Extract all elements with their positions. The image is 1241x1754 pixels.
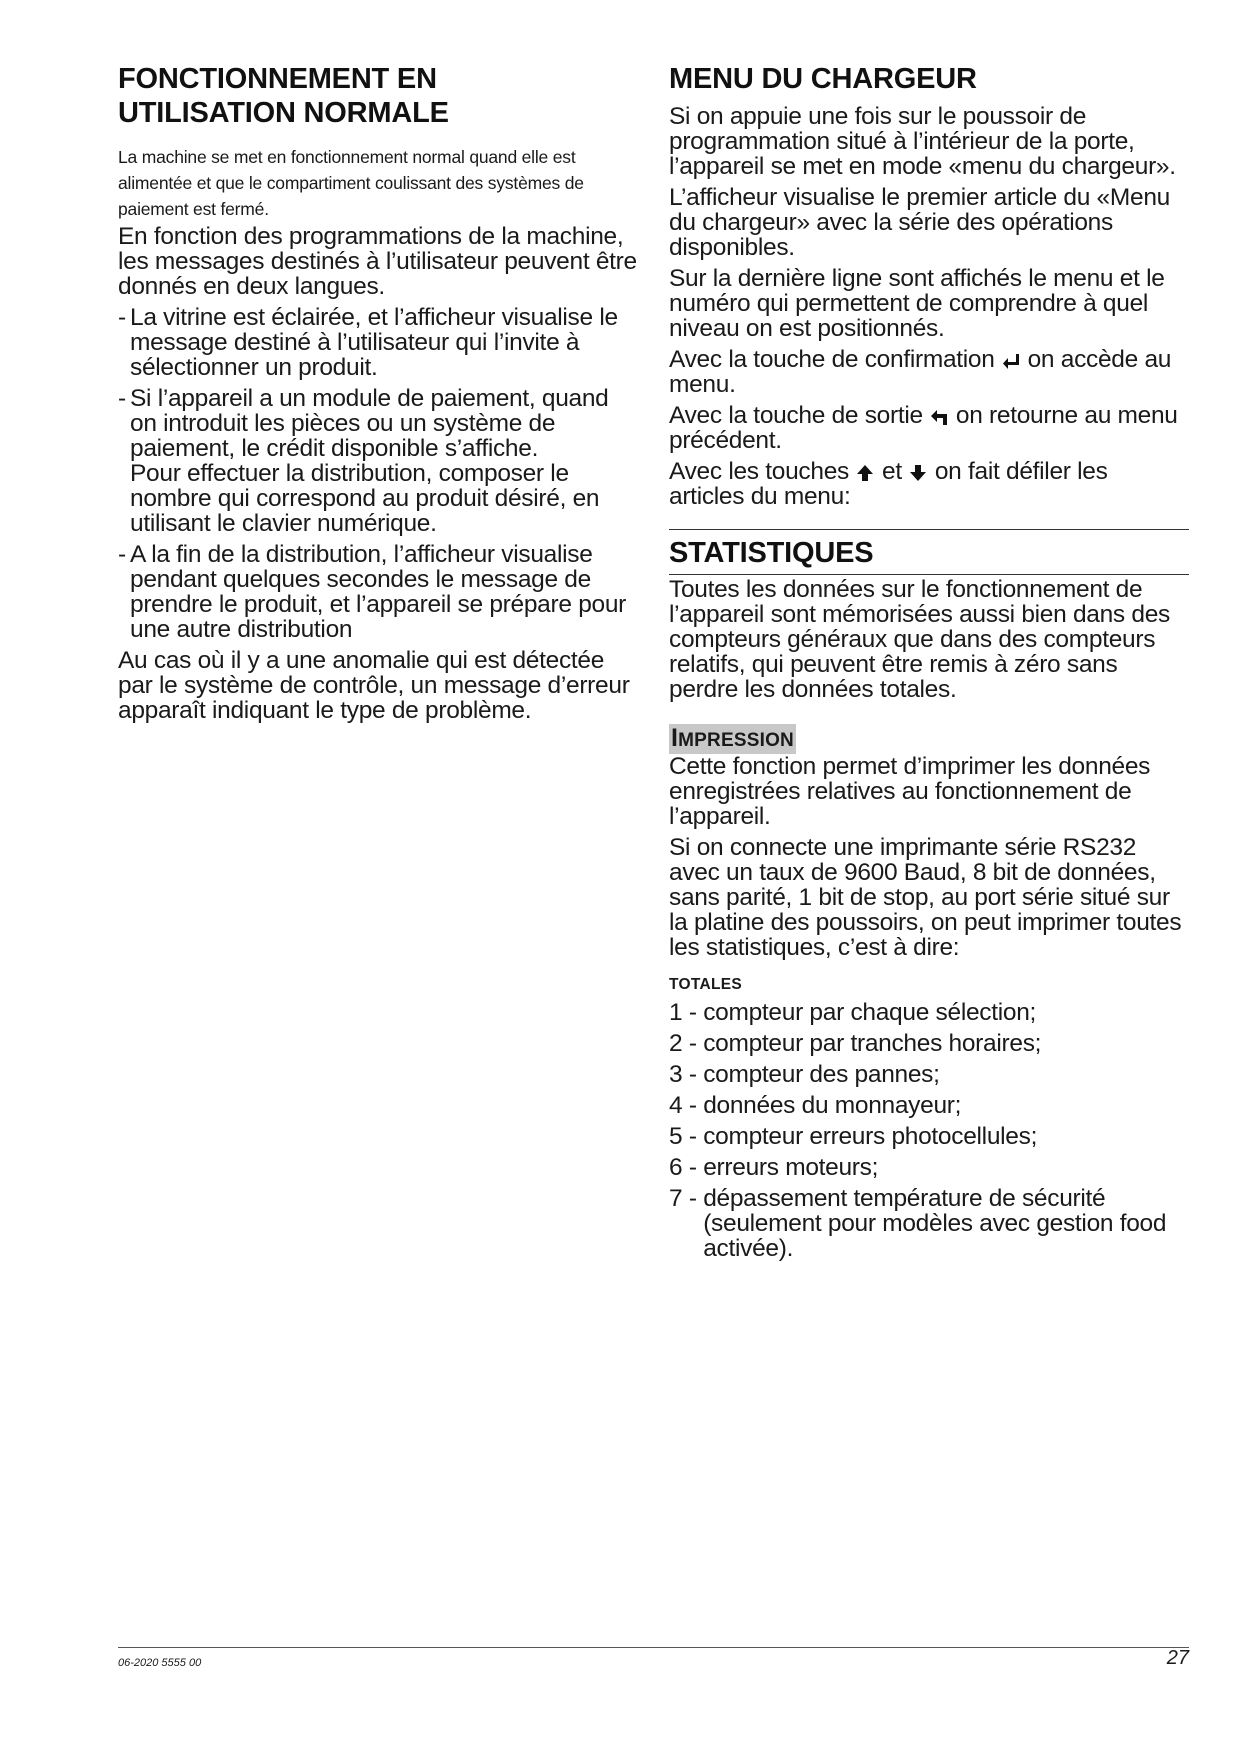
right-column (669, 62, 1189, 1267)
paragraph-languages: En fonction des programmations de la machine, les messages destinés à l’utilisateur peuvent être donnés en deux langues. (118, 223, 637, 300)
list-text: compteur des pannes; (703, 1061, 940, 1088)
paragraph-statistics: Toutes les données sur le fonctionnement de l’appareil sont mémorisées aussi bien dans des compteurs généraux que dans des compteurs relatifs, qui peuvent être remis à zéro sans perdre les données totales. (669, 576, 1170, 703)
list-item (669, 1186, 1189, 1261)
list-number: 1 - (669, 999, 704, 1026)
bullet-item (118, 386, 638, 536)
list-item (669, 1062, 1189, 1087)
paragraph-menu-3: Sur la dernière ligne sont affichés le menu et le numéro qui permettent de comprendre à quel niveau on est positionnés. (669, 265, 1165, 342)
text-segment: Avec les touches (669, 458, 856, 485)
list-number: 7 - (669, 1185, 704, 1212)
list-number: 5 - (669, 1123, 704, 1150)
list-number: 4 - (669, 1092, 704, 1119)
page-number: 27 (1166, 1647, 1189, 1669)
paragraph-menu-confirm (669, 347, 1189, 397)
list-text: compteur par tranches horaires; (703, 1030, 1042, 1057)
heading-line-2: UTILISATION NORMALE (118, 97, 449, 129)
bullet-dash: - (118, 385, 127, 412)
enter-key-icon (1001, 351, 1021, 371)
bullet-item (118, 305, 638, 380)
list-item (669, 1000, 1189, 1025)
exit-key-icon (929, 407, 949, 427)
divider (669, 529, 1189, 530)
intro-small-text: La machine se met en fonctionnement normal quand elle est alimentée et que le compartiment coulissant des systèmes de paiement est fermé. (118, 147, 584, 219)
paragraph-anomaly: Au cas où il y a une anomalie qui est détectée par le système de contrôle, un message d’erreur apparaît indiquant le type de problème. (118, 647, 630, 724)
bullet-item (118, 542, 638, 642)
paragraph-menu-1: Si on appuie une fois sur le poussoir de programmation situé à l’intérieur de la porte, l’appareil se met en mode «menu du chargeur». (669, 103, 1176, 180)
section-heading-menu: MENU DU CHARGEUR (669, 63, 977, 95)
bullet-text: Si l’appareil a un module de paiement, quand on introduit les pièces ou un système de paiement, le crédit disponible s’affiche. (130, 385, 609, 462)
text-segment: on fait défiler les articles du menu: (669, 458, 1108, 510)
heading-line-1: FONCTIONNEMENT EN (118, 63, 437, 95)
totales-label: TOTALES (669, 976, 743, 993)
bullet-dash: - (118, 541, 127, 568)
text-segment: Avec la touche de sortie (669, 402, 930, 429)
left-column (118, 62, 638, 723)
text-segment: et (875, 458, 909, 485)
list-number: 6 - (669, 1154, 704, 1181)
list-item (669, 1124, 1189, 1149)
arrow-down-icon (908, 463, 928, 483)
footer-divider (118, 1647, 1189, 1648)
list-text: données du monnayeur; (703, 1092, 962, 1119)
list-item (669, 1155, 1189, 1180)
text-segment: Avec la touche de confirmation (669, 346, 1002, 373)
list-item (669, 1093, 1189, 1118)
paragraph-menu-exit (669, 403, 1189, 453)
arrow-up-icon (855, 463, 875, 483)
paragraph-impression-1: Cette fonction permet d’imprimer les données enregistrées relatives au fonctionnement de l’appareil. (669, 753, 1151, 830)
document-code: 06-2020 5555 00 (118, 1657, 202, 1669)
list-number: 3 - (669, 1061, 704, 1088)
paragraph-impression-2: Si on connecte une imprimante série RS232 avec un taux de 9600 Baud, 8 bit de données, sans parité, 1 bit de stop, au port série situé sur la platine des poussoirs, on peut imprimer toutes les statistiques, c’est à dire: (669, 834, 1182, 961)
paragraph-menu-scroll (669, 459, 1189, 509)
list-text: erreurs moteurs; (703, 1154, 879, 1181)
bullet-text: A la fin de la distribution, l’afficheur visualise pendant quelques secondes le message de prendre le produit, et l’appareil se prépare pour une autre distribution (130, 541, 627, 643)
list-number: 2 - (669, 1030, 704, 1057)
list-item (669, 1031, 1189, 1056)
bullet-text: La vitrine est éclairée, et l’afficheur visualise le message destiné à l’utilisateur qui l’invite à sélectionner un produit. (130, 304, 618, 381)
subheading-impression (669, 724, 796, 754)
text-segment: on retourne au menu précédent. (669, 402, 1178, 454)
bullet-dash: - (118, 304, 127, 331)
list-text: dépassement température de sécurité (seulement pour modèles avec gestion food activée). (703, 1185, 1167, 1262)
divider (669, 574, 1189, 575)
list-text: compteur par chaque sélection; (703, 999, 1037, 1026)
subheading-rest: MPRESSION (678, 730, 794, 751)
section-heading-statistics: STATISTIQUES (669, 537, 874, 569)
subheading-initial: I (671, 724, 679, 752)
bullet-text: Pour effectuer la distribution, composer le nombre qui correspond au produit désiré, en utilisant le clavier numérique. (130, 460, 600, 537)
section-heading-normal-use (118, 62, 638, 130)
paragraph-menu-2: L’afficheur visualise le premier article du «Menu du chargeur» avec la série des opérations disponibles. (669, 184, 1170, 261)
text-segment: on accède au menu. (669, 346, 1172, 398)
list-text: compteur erreurs photocellules; (703, 1123, 1038, 1150)
